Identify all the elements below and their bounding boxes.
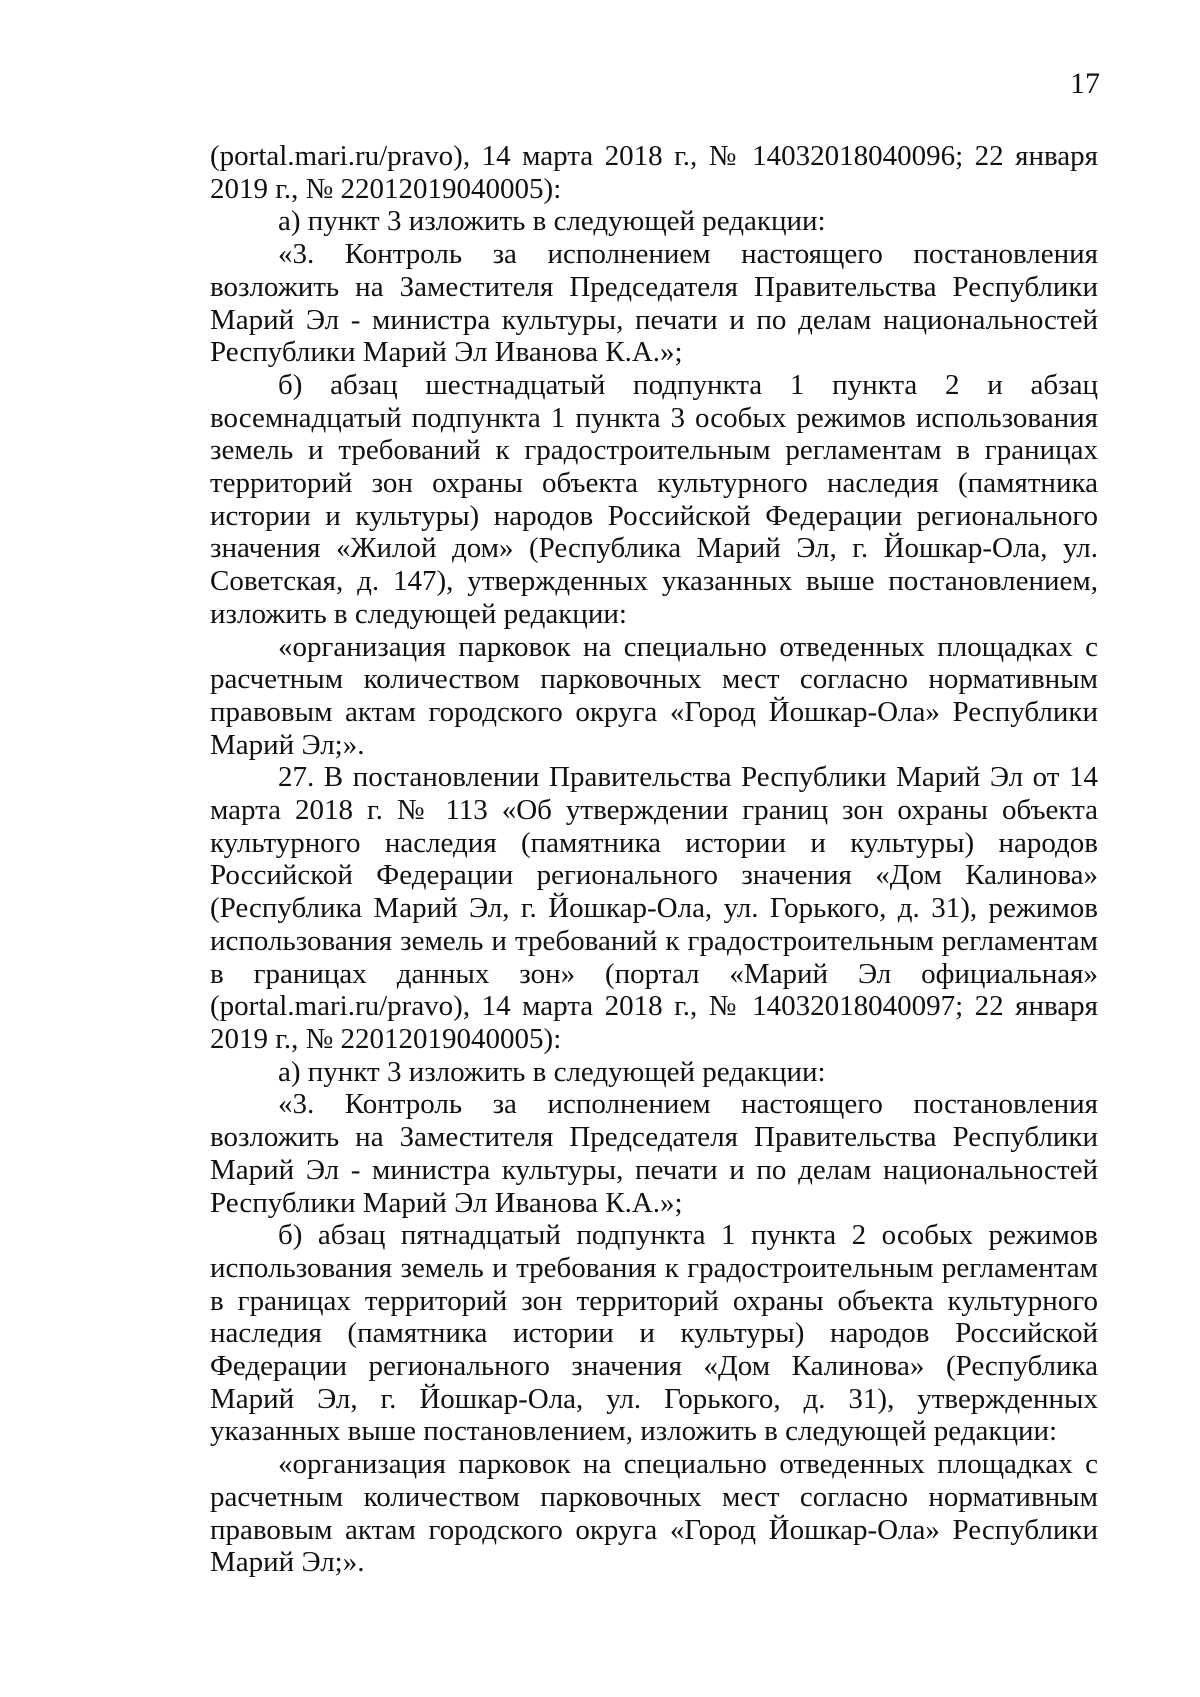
paragraph-subitem-a: а) пункт 3 изложить в следующей редакции: <box>278 205 826 238</box>
paragraph-continuation: (portal.mari.ru/pravo), 14 марта 2018 г., № 14032018040096; 22 января 2019 г., № 22012019040005): <box>210 140 1098 205</box>
paragraph-quote-parking: «организация парковок на специально отведенных площадках с расчетным количеством парковочных мест согласно нормативным правовым актам городского округа «Город Йошкар-Ола» Республики Марий Эл;». <box>210 1448 1098 1579</box>
paragraph-subitem-b: б) абзац пятнадцатый подпункта 1 пункта 2 особых режимов использования земель и требования к градостроительным регламентам в границах территорий зон территорий охраны объекта культурного наследия (памятника истории и культуры) народов Российской Федерации регионального значения «Дом Калинова» (Республика Марий Эл, г. Йошкар-Ола, ул. Горького, д. 31), утвержденных указанных выше постановлением, изложить в следующей редакции: <box>210 1219 1098 1448</box>
document-body <box>210 140 1098 1579</box>
paragraph-quote-control: «3. Контроль за исполнением настоящего постановления возложить на Заместителя Председателя Правительства Республики Марий Эл - министра культуры, печати и по делам национальностей Республики Марий Эл Иванова К.А.»; <box>210 238 1098 369</box>
paragraph-subitem-a: а) пункт 3 изложить в следующей редакции: <box>278 1055 826 1088</box>
paragraph-quote-control: «3. Контроль за исполнением настоящего постановления возложить на Заместителя Председателя Правительства Республики Марий Эл - министра культуры, печати и по делам национальностей Республики Марий Эл Иванова К.А.»; <box>210 1088 1098 1219</box>
paragraph-subitem-b: б) абзац шестнадцатый подпункта 1 пункта 2 и абзац восемнадцатый подпункта 1 пункта 3 особых режимов использования земель и требований к градостроительным регламентам в границах территорий зон охраны объекта культурного наследия (памятника истории и культуры) народов Российской Федерации регионального значения «Жилой дом» (Республика Марий Эл, г. Йошкар-Ола, ул. Советская, д. 147), утвержденных указанных выше постановлением, изложить в следующей редакции: <box>210 368 1098 630</box>
paragraph-quote-parking: «организация парковок на специально отведенных площадках с расчетным количеством парковочных мест согласно нормативным правовым актам городского округа «Город Йошкар-Ола» Республики Марий Эл;». <box>210 630 1098 761</box>
paragraph-item-27: 27. В постановлении Правительства Республики Марий Эл от 14 марта 2018 г. № 113 «Об утверждении границ зон охраны объекта культурного наследия (памятника истории и культуры) народов Российской Федерации регионального значения «Дом Калинова» (Республика Марий Эл, г. Йошкар-Ола, ул. Горького, д. 31), режимов использования земель и требований к градостроительным регламентам в границах данных зон» (портал «Марий Эл официальная» (portal.mari.ru/pravo), 14 марта 2018 г., № 14032018040097; 22 января 2019 г., № 22012019040005): <box>210 761 1098 1055</box>
page-number: 17 <box>1070 67 1100 100</box>
